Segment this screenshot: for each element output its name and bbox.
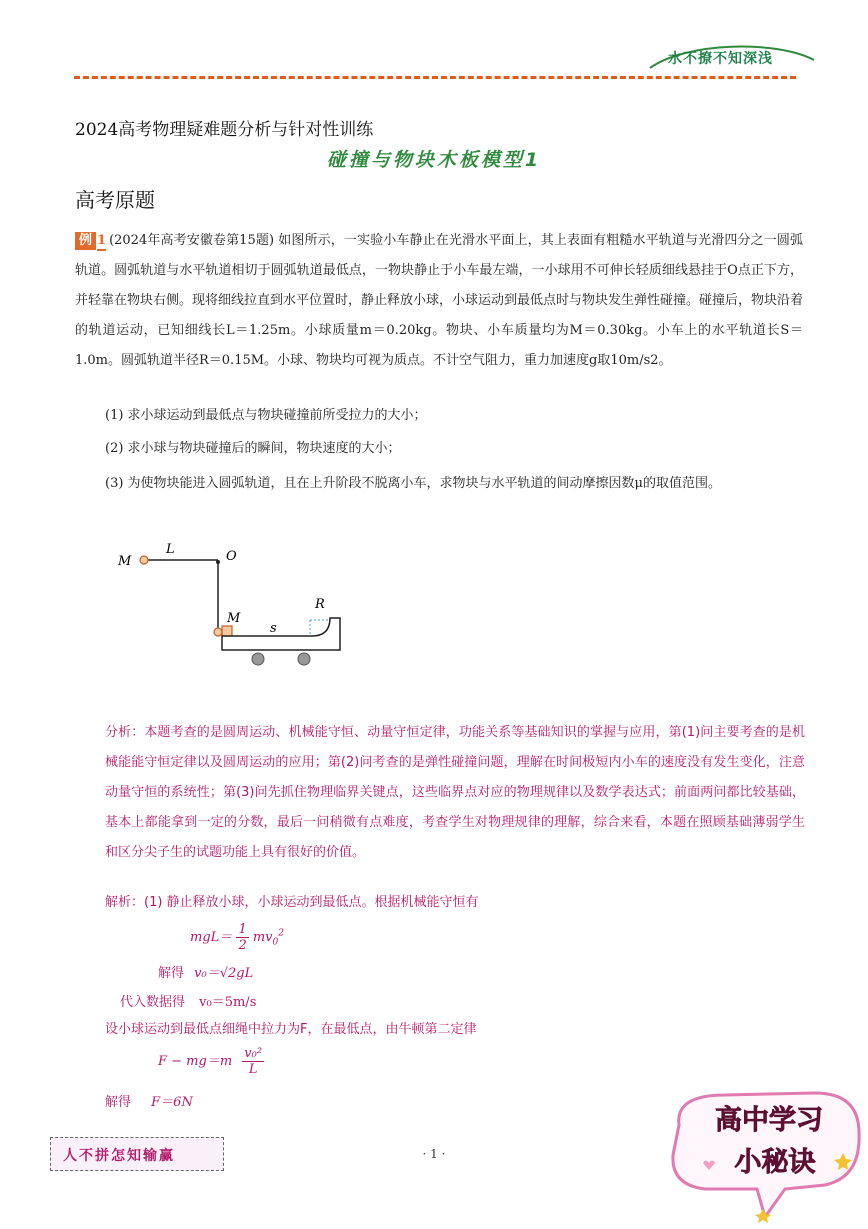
page-number: · 1 · [422, 1147, 446, 1161]
label-O: O [226, 549, 237, 564]
section-title: 高考原题 [75, 188, 155, 212]
header-slogan-badge [646, 40, 818, 76]
equation-tension-result: 解得 F＝6N [105, 1095, 193, 1110]
pivot-point [216, 560, 220, 564]
badge-line-2: 小秘诀 [734, 1147, 816, 1178]
ball-left [140, 556, 148, 564]
label-M-block: M [227, 611, 241, 626]
equation-energy: mgL＝ $\frac{1}{2}$ $mv_0^2$ [190, 922, 284, 953]
example-number: 1 [97, 233, 106, 251]
header-divider [74, 76, 796, 79]
header-slogan: 水不撩不知深浅 [668, 51, 773, 67]
document-subtitle: 碰撞与物块木板模型1 [326, 149, 542, 171]
question-2: (2) 求小球与物块碰撞后的瞬间，物块速度的大小； [105, 441, 401, 456]
wheel-right [298, 653, 310, 665]
ball-bottom [214, 628, 222, 636]
equation-v0-numeric: 代入数据得 v₀＝5m/s [120, 995, 257, 1010]
wheel-left [252, 653, 264, 665]
question-1: (1) 求小球运动到最低点与物块碰撞前所受拉力的大小； [105, 408, 427, 423]
problem-statement [75, 226, 803, 376]
label-R: R [315, 597, 325, 612]
question-3: (3) 为使物块能进入圆弧轨道，且在上升阶段不脱离小车，求物块与水平轨道的间动摩擦因数μ的取值范围。 [105, 476, 721, 491]
solution-intro: 解析：(1) 静止释放小球，小球运动到最低点。根据机械能守恒有 [105, 895, 479, 910]
label-s: s [270, 621, 277, 636]
label-M-left: M [118, 554, 132, 569]
block [222, 626, 232, 636]
equation-newton: F − mg＝m $\frac{\text{v₀²}}{L}$ [158, 1046, 263, 1077]
analysis-paragraph: 分析：本题考查的是圆周运动、机械能守恒、动量守恒定律，功能关系等基础知识的掌握与应用，第(1)问主要考查的是机械能能守恒定律以及圆周运动的应用；第(2)问考查的是弹性碰撞问题，理解在时间极短内小车的速度没有发生变化，注意动量守恒的系统性；第(3)问先抓住物理临界关键点，这些临界点对应的物理规律以及数学表达式；前面两问都比较基础，基本上都能拿到一定的分数，最后一问稍微有点难度，考查学生对物理规律的理解，综合来看，本题在照顾基础薄弱学生和区分尖子生的试题功能上具有很好的价值。 [105, 725, 805, 860]
equation-v0-symbolic: 解得 v₀＝√2gL [158, 966, 254, 981]
footer-slogan: 人不拼怎知输赢 [63, 1148, 175, 1164]
example-tag: 例 [75, 232, 96, 250]
badge-line-1: 高中学习 [715, 1105, 823, 1136]
physics-diagram [110, 540, 360, 670]
problem-text: (2024年高考安徽卷第15题) 如图所示，一实验小车静止在光滑水平面上，其上表面有粗糙水平轨道与光滑四分之一圆弧轨道。圆弧轨道与水平轨道相切于圆弧轨道最低点，一物块静止于小车最左端，一小球用不可伸长轻质细线悬挂于O点正下方，并轻靠在物块右侧。现将细线拉直到水平位置时，静止释放小球，小球运动到最低点时与物块发生弹性碰撞。碰撞后，物块沿着的轨道运动，已知细线长L＝1.25m。小球质量m＝0.20kg。物块、小车质量均为M＝0.30kg。小车上的水平轨道长S＝1.0m。圆弧轨道半径R＝0.15M。小球、物块均可视为质点。不计空气阻力，重力加速度g取10m/s2。 [75, 233, 804, 368]
label-L: L [166, 542, 175, 557]
study-tips-badge [665, 1085, 865, 1225]
document-title: 2024高考物理疑难题分析与针对性训练 [75, 120, 374, 140]
solution-newton-intro: 设小球运动到最低点细绳中拉力为F，在最低点，由牛顿第二定律 [105, 1022, 477, 1037]
